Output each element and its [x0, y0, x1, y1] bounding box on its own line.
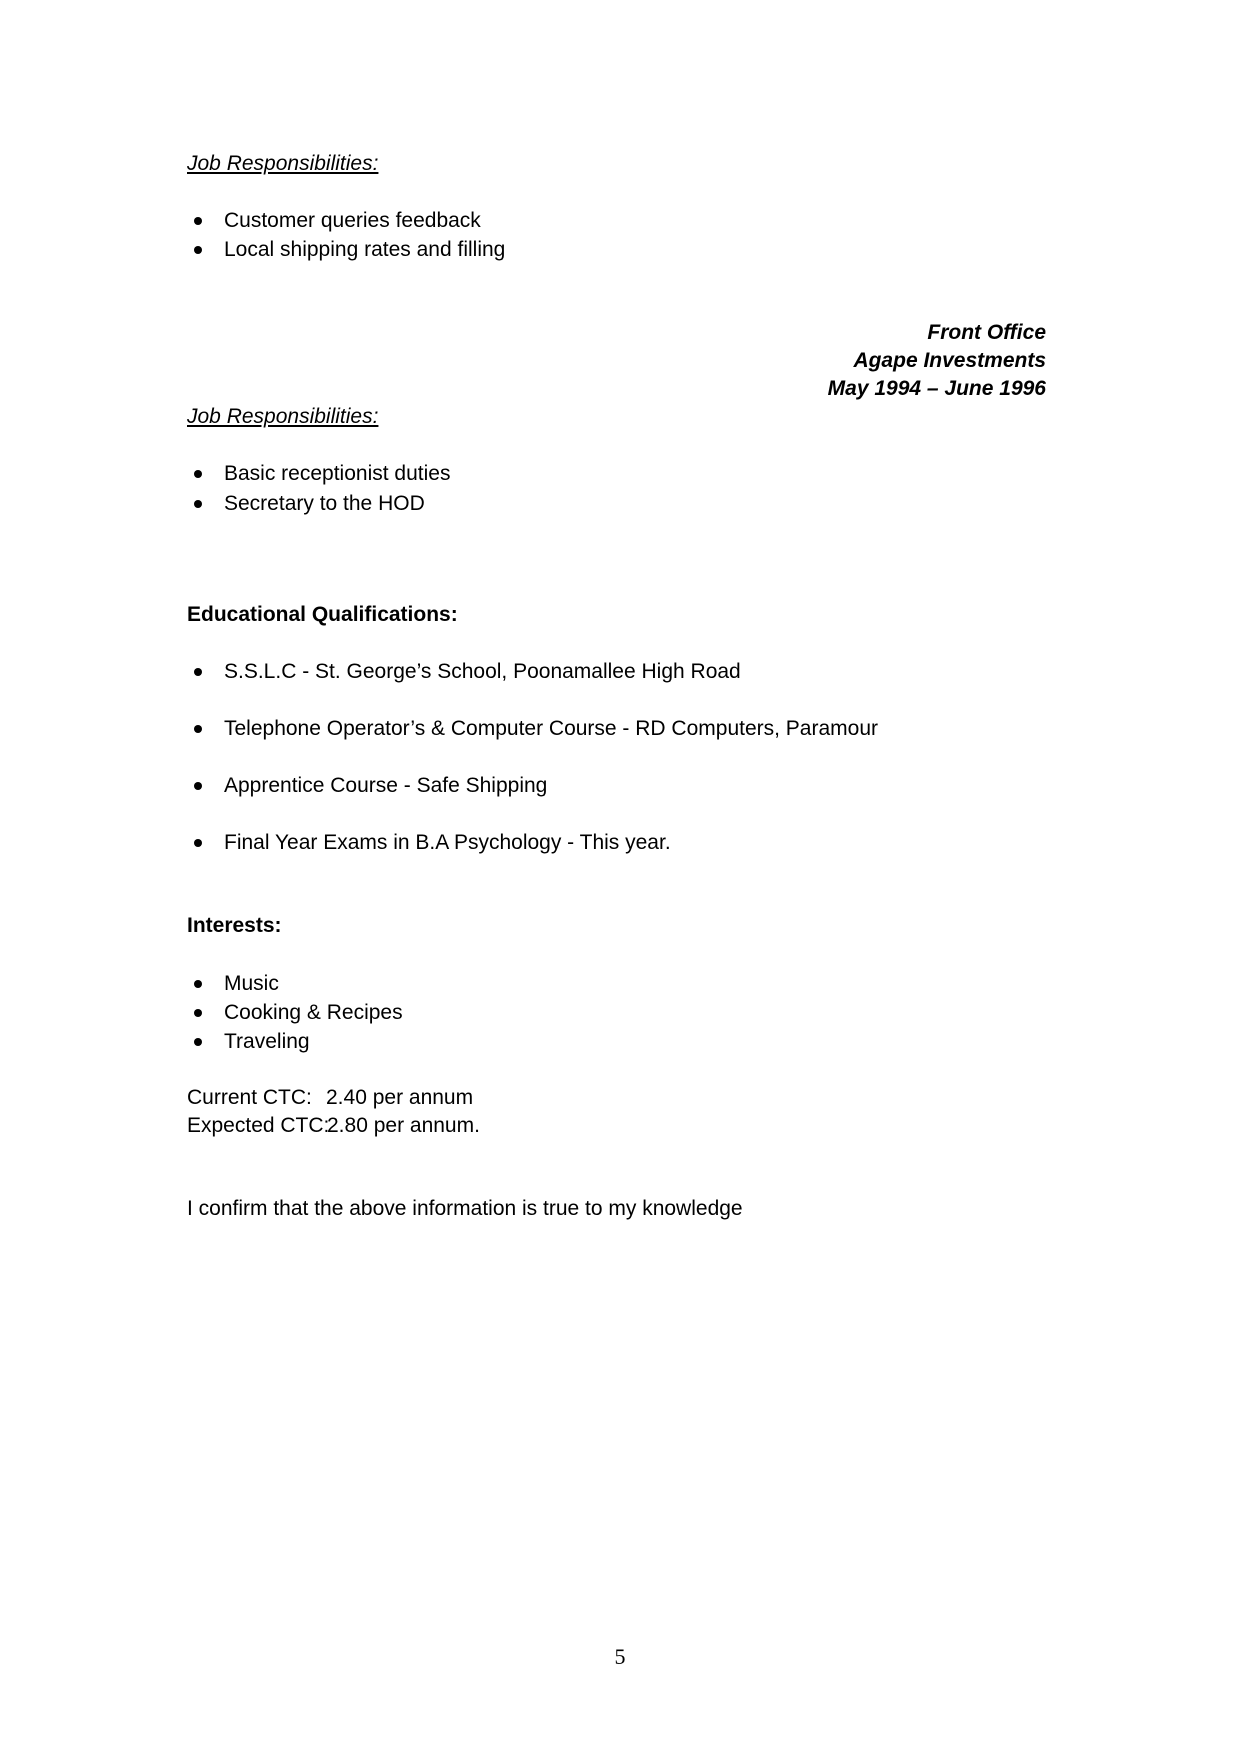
list-item: Secretary to the HOD [224, 492, 425, 515]
current-ctc-value: 2.40 per annum [326, 1086, 474, 1109]
current-ctc-label: Current CTC: [187, 1086, 312, 1109]
bullet-icon [194, 470, 202, 478]
list-item: S.S.L.C - St. George’s School, Poonamallee High Road [224, 660, 741, 683]
list-item: Customer queries feedback [224, 209, 481, 232]
page-number: 5 [614, 1644, 626, 1669]
bullet-icon [194, 782, 202, 790]
bullet-icon [194, 1038, 202, 1046]
bullet-icon [194, 500, 202, 508]
list-item: Final Year Exams in B.A Psychology - This year. [224, 831, 671, 854]
bullet-icon [194, 980, 202, 988]
list-item: Basic receptionist duties [224, 462, 451, 485]
list-item: Music [224, 972, 279, 995]
bullet-icon [194, 839, 202, 847]
job-title: Front Office [927, 321, 1046, 344]
bullet-icon [194, 725, 202, 733]
employment-dates: May 1994 – June 1996 [827, 377, 1046, 400]
bullet-icon [194, 246, 202, 254]
list-item: Cooking & Recipes [224, 1001, 403, 1024]
education-heading: Educational Qualifications: [187, 603, 458, 626]
expected-ctc-value: 2.80 per annum. [327, 1114, 480, 1137]
job-responsibilities-heading: Job Responsibilities: [187, 152, 379, 175]
expected-ctc-label: Expected CTC: [187, 1114, 330, 1137]
list-item: Telephone Operator’s & Computer Course - RD Computers, Paramour [224, 717, 879, 740]
list-item: Local shipping rates and filling [224, 238, 506, 261]
declaration-text: I confirm that the above information is true to my knowledge [187, 1197, 743, 1220]
interests-heading: Interests: [187, 914, 282, 937]
bullet-icon [194, 668, 202, 676]
list-item: Apprentice Course - Safe Shipping [224, 774, 548, 797]
list-item: Traveling [224, 1030, 310, 1053]
job-responsibilities-heading: Job Responsibilities: [187, 405, 379, 428]
bullet-icon [194, 1009, 202, 1017]
bullet-icon [194, 217, 202, 225]
company-name: Agape Investments [853, 349, 1046, 372]
